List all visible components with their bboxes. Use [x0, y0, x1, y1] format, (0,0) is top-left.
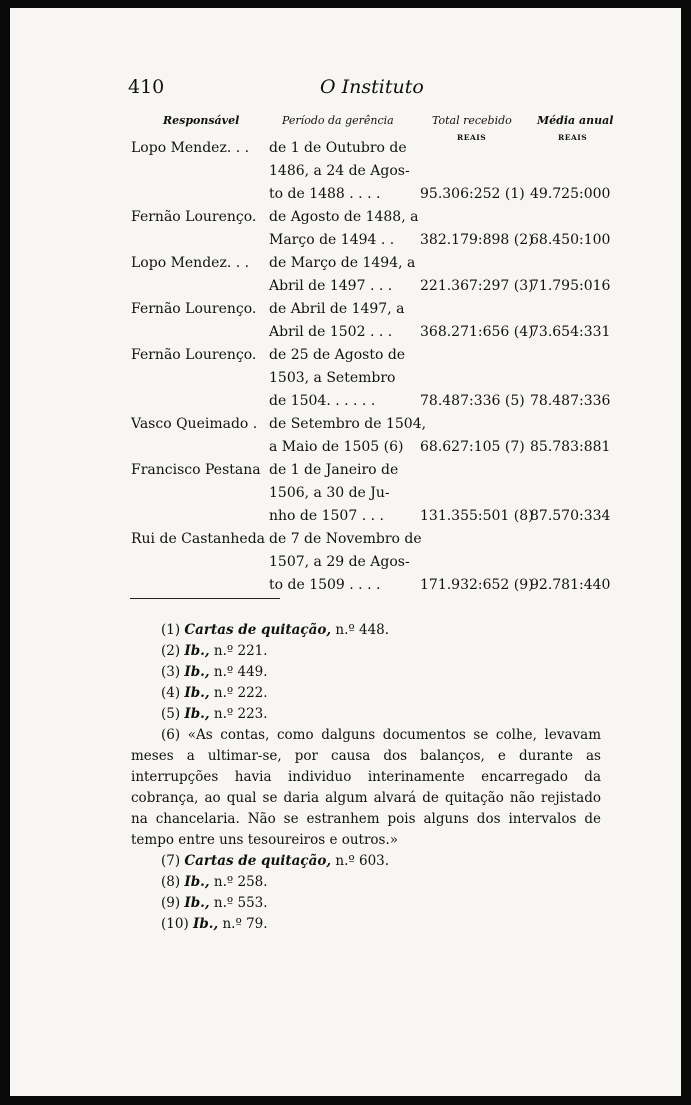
row-name: Fernão Lourenço.: [131, 301, 257, 317]
row-period-line: a Maio de 1505 (6): [269, 439, 404, 455]
row-name: Rui de Castanheda: [131, 531, 266, 547]
footnote-8: (8) Ib., n.º 258.: [161, 874, 268, 890]
row-name: Lopo Mendez. . .: [131, 140, 250, 156]
row-total: 221.367:297 (3): [420, 278, 534, 294]
row-media: 85.783:881: [530, 439, 611, 455]
row-period-line: de Abril de 1497, a: [269, 301, 405, 317]
row-media: 68.450:100: [530, 232, 611, 248]
page-number: 410: [128, 76, 165, 98]
row-total: 95.306:252 (1): [420, 186, 525, 202]
footnote-9: (9) Ib., n.º 553.: [161, 895, 268, 911]
column-unit-total: REAIS: [457, 133, 487, 142]
footnote-1: (1) Cartas de quitação, n.º 448.: [161, 622, 390, 638]
column-header-total: Total recebido: [432, 114, 512, 127]
footnote-3: (3) Ib., n.º 449.: [161, 664, 268, 680]
row-period-line: 1507, a 29 de Agos-: [269, 554, 410, 570]
row-total: 68.627:105 (7): [420, 439, 525, 455]
row-total: 368.271:656 (4): [420, 324, 534, 340]
row-period-line: de Março de 1494, a: [269, 255, 416, 271]
row-period-line: to de 1488 . . . .: [269, 186, 381, 202]
row-period-line: 1503, a Setembro: [269, 370, 396, 386]
row-period-line: Abril de 1497 . . .: [269, 278, 393, 294]
row-period-line: de Setembro de 1504,: [269, 416, 427, 432]
row-media: 73.654:331: [530, 324, 611, 340]
row-media: 71.795:016: [530, 278, 611, 294]
row-total: 382.179:898 (2): [420, 232, 534, 248]
row-total: 171.932:652 (9): [420, 577, 534, 593]
row-period-line: Março de 1494 . .: [269, 232, 395, 248]
column-header-periodo: Período da gerência: [282, 114, 394, 127]
row-total: 131.355:501 (8): [420, 508, 534, 524]
column-unit-media: REAIS: [558, 133, 588, 142]
footnote-7: (7) Cartas de quitação, n.º 603.: [161, 853, 390, 869]
row-period-line: 1486, a 24 de Agos-: [269, 163, 410, 179]
row-media: 78.487:336: [530, 393, 611, 409]
footnote-4: (4) Ib., n.º 222.: [161, 685, 268, 701]
footnote-2: (2) Ib., n.º 221.: [161, 643, 268, 659]
footnote-6: (6) «As contas, como dalguns documentos se colhe, levavam meses a ultimar-se, por causa dos balanços, e durante as interrupções havia individuo interinamente encarregado da cobrança, ao qual se daria algum alvará de quitação não rejistado na chancelaria. Não se estranhem pois alguns dos intervalos de tempo entre uns tesoureiros e outros.»: [131, 727, 601, 848]
row-period-line: 1506, a 30 de Ju-: [269, 485, 390, 501]
row-name: Francisco Pestana: [131, 462, 261, 478]
row-period-line: to de 1509 . . . .: [269, 577, 381, 593]
row-period-line: de Agosto de 1488, a: [269, 209, 419, 225]
book-page: [10, 8, 681, 1096]
running-title: O Instituto: [320, 76, 424, 98]
row-period-line: de 1504. . . . . .: [269, 393, 376, 409]
row-total: 78.487:336 (5): [420, 393, 525, 409]
row-period-line: de 1 de Janeiro de: [269, 462, 399, 478]
row-period-line: de 25 de Agosto de: [269, 347, 406, 363]
column-header-responsavel: Responsável: [163, 114, 240, 127]
column-header-media: Média anual: [537, 114, 614, 127]
row-media: 87.570:334: [530, 508, 611, 524]
page-header: [10, 76, 681, 106]
row-period-line: de 7 de Novembro de: [269, 531, 422, 547]
row-period-line: Abril de 1502 . . .: [269, 324, 393, 340]
row-media: 49.725:000: [530, 186, 611, 202]
row-name: Lopo Mendez. . .: [131, 255, 250, 271]
footnote-5: (5) Ib., n.º 223.: [161, 706, 268, 722]
row-media: 92.781:440: [530, 577, 611, 593]
row-name: Fernão Lourenço.: [131, 209, 257, 225]
footnote-rule: [130, 598, 280, 599]
footnote-10: (10) Ib., n.º 79.: [161, 916, 268, 932]
footnotes: [131, 620, 601, 935]
row-period-line: nho de 1507 . . .: [269, 508, 384, 524]
row-name: Fernão Lourenço.: [131, 347, 257, 363]
row-period-line: de 1 de Outubro de: [269, 140, 407, 156]
row-name: Vasco Queimado .: [131, 416, 258, 432]
